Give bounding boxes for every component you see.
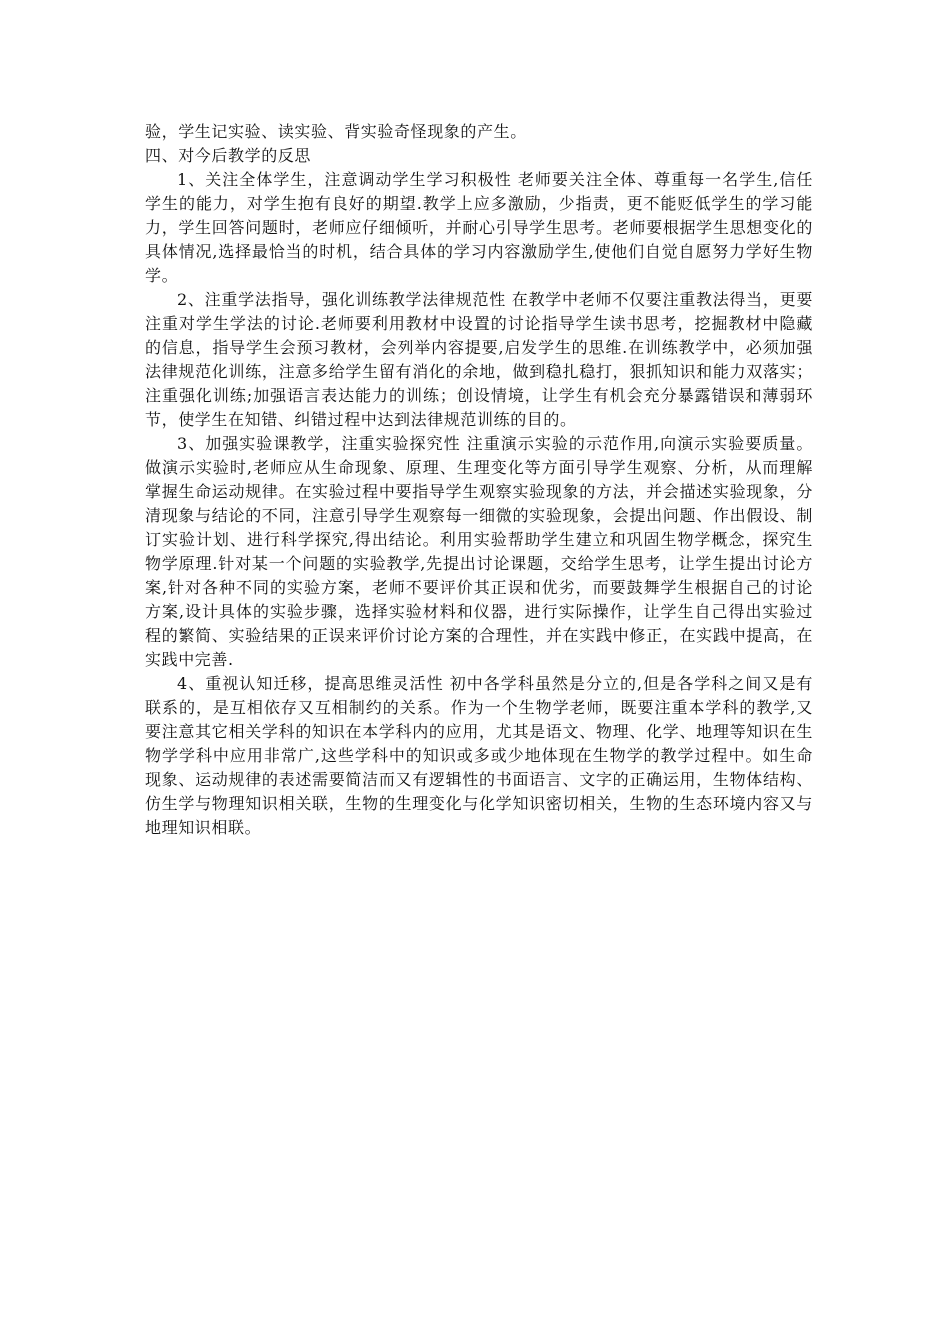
document-body xyxy=(145,120,813,840)
paragraph-2: 2、注重学法指导，强化训练教学法律规范性 在教学中老师不仅要注重教法得当，更要注重对学生学法的讨论.老师要利用教材中设置的讨论指导学生读书思考，挖掘教材中隐藏的信息，指导学生会预习教材，会列举内容提要,启发学生的思维.在训练教学中，必须加强法律规范化训练，注意多给学生留有消化的余地，做到稳扎稳打，狠抓知识和能力双落实；注重强化训练;加强语言表达能力的训练；创设情境，让学生有机会充分暴露错误和薄弱环节，使学生在知错、纠错过程中达到法律规范训练的目的。 xyxy=(145,290,813,429)
paragraph-4: 4、重视认知迁移，提高思维灵活性 初中各学科虽然是分立的,但是各学科之间又是有联系的，是互相依存又互相制约的关系。作为一个生物学老师，既要注重本学科的教学,又要注意其它相关学科的知识在本学科内的应用，尤其是语文、物理、化学、地理等知识在生物学学科中应用非常广,这些学科中的知识或多或少地体现在生物学的教学过程中。如生命现象、运动规律的表述需要简洁而又有逻辑性的书面语言、文字的正确运用，生物体结构、仿生学与物理知识相关联，生物的生理变化与化学知识密切相关，生物的生态环境内容又与地理知识相联。 xyxy=(145,674,813,837)
section-heading: 四、对今后教学的反思 xyxy=(145,146,312,165)
continuation-line: 验，学生记实验、读实验、背实验奇怪现象的产生。 xyxy=(145,122,527,141)
paragraph-3: 3、加强实验课教学，注重实验探究性 注重演示实验的示范作用,向演示实验要质量。做演示实验时,老师应从生命现象、原理、生理变化等方面引导学生观察、分析，从而理解掌握生命运动规律。在实验过程中要指导学生观察实验现象的方法，并会描述实验现象，分清现象与结论的不同，注意引导学生观察每一细微的实验现象，会提出问题、作出假设、制订实验计划、进行科学探究,得出结论。利用实验帮助学生建立和巩固生物学概念，探究生物学原理.针对某一个问题的实验教学,先提出讨论课题，交给学生思考，让学生提出讨论方案,针对各种不同的实验方案，老师不要评价其正误和优劣，而要鼓舞学生根据自己的讨论方案,设计具体的实验步骤，选择实验材料和仪器，进行实际操作，让学生自己得出实验过程的繁简、实验结果的正误来评价讨论方案的合理性，并在实践中修正，在实践中提高，在实践中完善. xyxy=(145,434,813,669)
paragraph-1: 1、关注全体学生，注意调动学生学习积极性 老师要关注全体、尊重每一名学生,信任学生的能力，对学生抱有良好的期望.教学上应多激励，少指责，更不能贬低学生的学习能力，学生回答问题时，老师应仔细倾听，并耐心引导学生思考。老师要根据学生思想变化的具体情况,选择最恰当的时机，结合具体的学习内容激励学生,使他们自觉自愿努力学好生物学。 xyxy=(145,170,813,285)
